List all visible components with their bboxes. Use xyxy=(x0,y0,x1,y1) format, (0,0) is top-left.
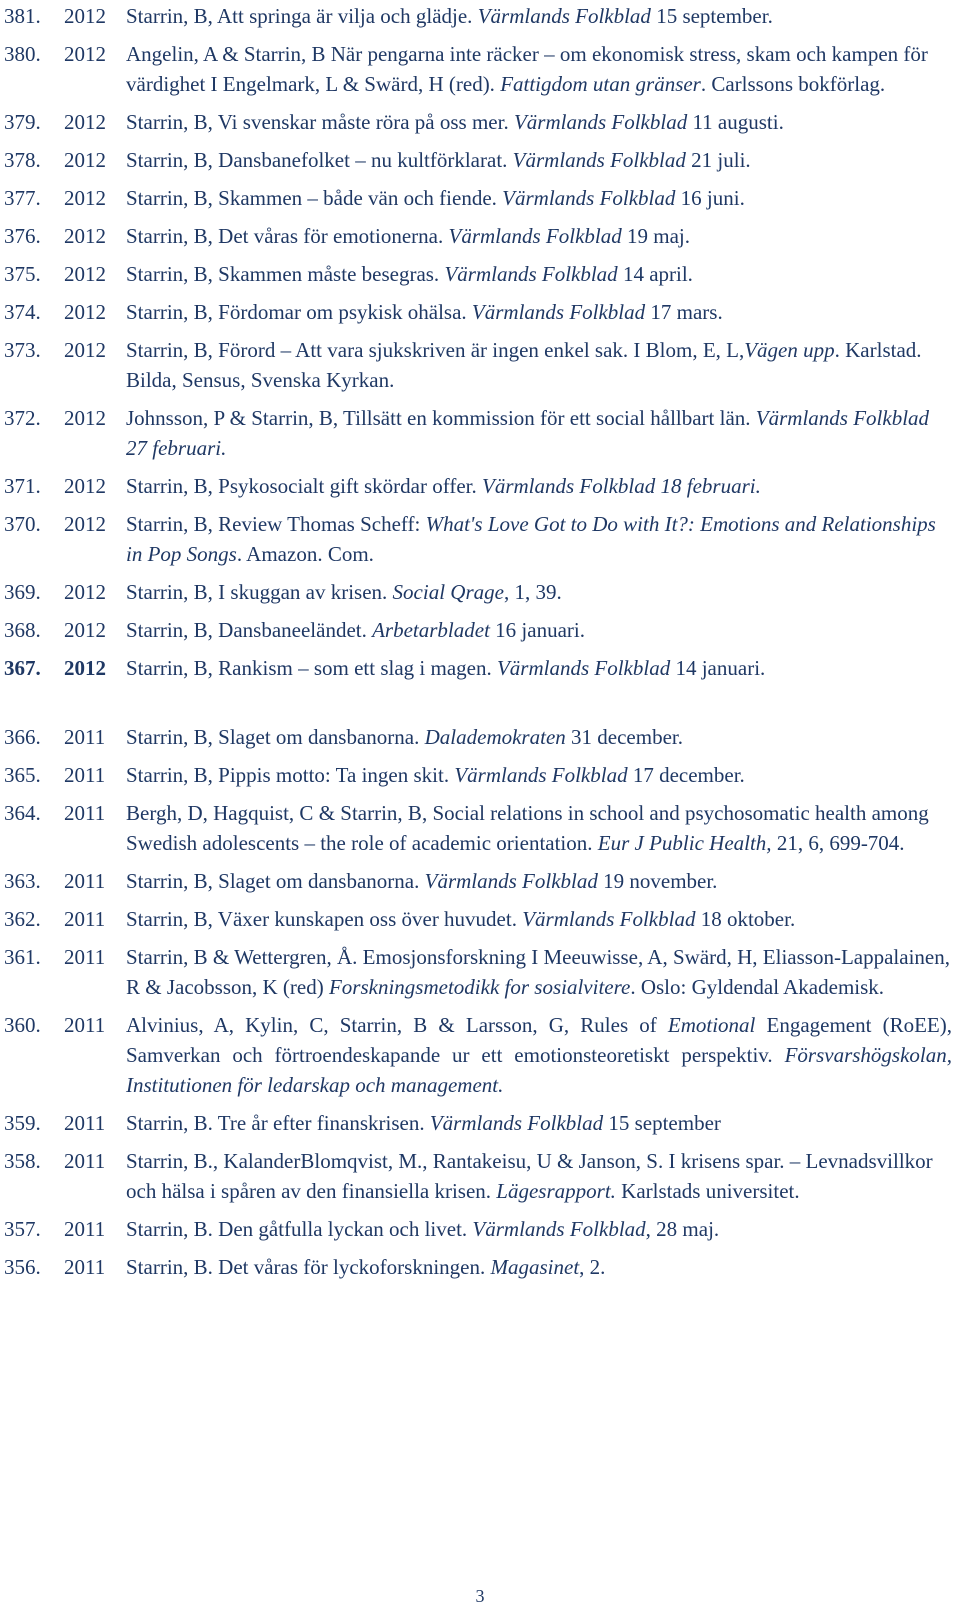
citation-text: 16 juni. xyxy=(675,186,745,210)
citation-title: Vägen upp xyxy=(744,338,835,362)
entry-number: 359. xyxy=(4,1111,41,1135)
entry-citation xyxy=(126,259,952,289)
entry-citation xyxy=(126,221,952,251)
citation-text: 14 januari. xyxy=(670,656,766,680)
citation-title: Värmlands Folkblad xyxy=(448,224,622,248)
citation-title: Värmlands Folkblad xyxy=(429,1111,604,1135)
citation-text: . Oslo: Gyldendal Akademisk. xyxy=(630,975,885,999)
entry-year: 2012 xyxy=(64,406,106,430)
publication-entry xyxy=(0,577,952,607)
citation-text: Starrin, B, Fördomar om psykisk ohälsa. xyxy=(126,300,472,324)
entry-citation xyxy=(126,904,952,934)
entry-year: 2012 xyxy=(64,148,106,172)
entry-citation xyxy=(126,107,952,137)
publication-entry xyxy=(0,259,952,289)
entry-number: 376. xyxy=(4,224,41,248)
citation-text: Starrin, B., KalanderBlomqvist, M., Rantakeisu, U & Janson, S. I krisens spar. – Levnadsvillkor och hälsa i spåren av den finansiella krisen. xyxy=(126,1149,933,1203)
entry-citation xyxy=(126,1010,952,1100)
publication-entry xyxy=(0,1010,952,1100)
entry-number: 365. xyxy=(4,763,41,787)
publication-entry xyxy=(0,1214,952,1244)
entry-number: 371. xyxy=(4,474,41,498)
entry-citation xyxy=(126,615,952,645)
citation-title: Värmlands Folkblad 18 februari. xyxy=(482,474,761,498)
citation-title: Värmlands Folkblad xyxy=(471,300,646,324)
entry-year: 2011 xyxy=(64,763,106,787)
citation-text: Starrin, B, Vi svenskar måste röra på oss mer. xyxy=(126,110,514,134)
citation-text: 17 mars. xyxy=(645,300,723,324)
entry-citation xyxy=(126,1146,952,1206)
citation-text: 31 december. xyxy=(565,725,683,749)
entry-number: 366. xyxy=(4,725,41,749)
citation-text: 16 januari. xyxy=(489,618,585,642)
citation-text: 21, 6, 699-704. xyxy=(771,831,905,855)
entry-number: 362. xyxy=(4,907,41,931)
citation-text: . Karlstad. Bilda, Sensus, Svenska Kyrkan. xyxy=(126,338,922,392)
citation-text: Starrin, B, Det våras för emotionerna. xyxy=(126,224,449,248)
citation-text: Starrin, B. Den gåtfulla lyckan och livet. xyxy=(126,1217,473,1241)
entry-year: 2012 xyxy=(64,186,106,210)
citation-title: Värmlands Folkblad xyxy=(496,656,671,680)
publication-entry xyxy=(0,1146,952,1206)
entry-citation xyxy=(126,471,952,501)
entry-year: 2011 xyxy=(64,869,106,893)
entry-number: 372. xyxy=(4,406,41,430)
citation-text: , 1, 39. xyxy=(503,580,562,604)
citation-text: . Amazon. Com. xyxy=(236,542,374,566)
citation-text: Starrin, B, Rankism – som ett slag i magen. xyxy=(126,656,497,680)
entry-year: 2012 xyxy=(64,42,106,66)
citation-text: , 28 maj. xyxy=(645,1217,720,1241)
citation-text: Karlstads universitet. xyxy=(615,1179,800,1203)
citation-text: . Carlssons bokförlag. xyxy=(700,72,886,96)
citation-text: 11 augusti. xyxy=(687,110,784,134)
citation-title: Arbetarbladet xyxy=(372,618,490,642)
citation-title: Värmlands Folkblad xyxy=(477,4,651,28)
citation-text: Engagement (RoEE), Samverkan och förtroendeskapande ur ett emotionsteoretiskt perspektiv. xyxy=(126,1013,952,1067)
entry-citation xyxy=(126,722,952,752)
citation-text: Starrin, B, Växer kunskapen oss över huvudet. xyxy=(126,907,523,931)
entry-year: 2011 xyxy=(64,1217,106,1241)
citation-text: Starrin, B, Slaget om dansbanorna. xyxy=(126,869,425,893)
citation-text: 15 september xyxy=(603,1111,721,1135)
entry-citation xyxy=(126,403,952,463)
citation-title: Magasinet xyxy=(490,1255,580,1279)
citation-text: Bergh, D, Hagquist, C & Starrin, B, Social relations in school and psychosomatic health among Swedish adolescents – the role of academic orientation. xyxy=(126,801,929,855)
entry-citation xyxy=(126,335,952,395)
publication-entry xyxy=(0,1108,952,1138)
citation-title: Värmlands Folkblad xyxy=(513,110,688,134)
publication-entry xyxy=(0,1,952,31)
entry-citation xyxy=(126,760,952,790)
entry-number: 361. xyxy=(4,945,41,969)
citation-text: Starrin, B, Dansbanefolket – nu kultförklarat. xyxy=(126,148,513,172)
citation-text: 17 december. xyxy=(627,763,745,787)
citation-title: Försvarshögskolan, Institutionen för ledarskap och management. xyxy=(126,1043,952,1097)
entry-number: 379. xyxy=(4,110,41,134)
entry-year: 2012 xyxy=(64,224,106,248)
entry-number: 380. xyxy=(4,42,41,66)
citation-text: Starrin, B, Skammen måste besegras. xyxy=(126,262,445,286)
citation-text: Alvinius, A, Kylin, C, Starrin, B & Larsson, G, Rules of xyxy=(126,1013,668,1037)
entry-number: 367. xyxy=(4,656,41,680)
publication-entry xyxy=(0,866,952,896)
citation-text: Angelin, A & Starrin, B När pengarna inte räcker – om ekonomisk stress, skam och kampen för värdighet I Engelmark, L & Swärd, H (red). xyxy=(126,42,928,96)
citation-title: Värmlands Folkblad xyxy=(454,763,628,787)
publication-entry xyxy=(0,39,952,99)
entry-citation xyxy=(126,183,952,213)
citation-title: Emotional xyxy=(667,1013,756,1037)
citation-title: Värmlands Folkblad xyxy=(472,1217,646,1241)
entry-citation xyxy=(126,39,952,99)
citation-text: Johnsson, P & Starrin, B, Tillsätt en kommission för ett social hållbart län. xyxy=(126,406,756,430)
entry-citation xyxy=(126,297,952,327)
entry-citation xyxy=(126,509,952,569)
citation-text: Starrin, B, Review Thomas Scheff: xyxy=(126,512,426,536)
citation-text: , 2. xyxy=(579,1255,606,1279)
entry-citation xyxy=(126,1252,952,1282)
entry-citation xyxy=(126,866,952,896)
entry-year: 2011 xyxy=(64,801,106,825)
publication-entry xyxy=(0,145,952,175)
entry-number: 381. xyxy=(4,4,41,28)
citation-title: Forskningsmetodikk for sosialvitere xyxy=(328,975,631,999)
publication-entry xyxy=(0,1252,952,1282)
citation-title: Dalademokraten xyxy=(424,725,566,749)
citation-text: 19 november. xyxy=(597,869,718,893)
entry-year: 2011 xyxy=(64,725,106,749)
publication-entry xyxy=(0,221,952,251)
citation-text: Starrin, B, Att springa är vilja och glädje. xyxy=(126,4,478,28)
entry-year: 2012 xyxy=(64,580,106,604)
entry-citation xyxy=(126,942,952,1002)
publication-entry xyxy=(0,403,952,463)
publication-entry xyxy=(0,615,952,645)
entry-year: 2012 xyxy=(64,618,106,642)
citation-text: Starrin, B. Tre år efter finanskrisen. xyxy=(126,1111,430,1135)
entry-number: 364. xyxy=(4,801,41,825)
citation-text: 14 april. xyxy=(617,262,693,286)
publication-entry xyxy=(0,760,952,790)
entry-year: 2012 xyxy=(64,338,106,362)
entry-year: 2011 xyxy=(64,1149,106,1173)
entry-year: 2011 xyxy=(64,1255,106,1279)
entry-number: 357. xyxy=(4,1217,41,1241)
citation-title: Fattigdom utan gränser xyxy=(500,72,701,96)
citation-text: 18 oktober. xyxy=(695,907,796,931)
citation-title: Eur J Public Health, xyxy=(597,831,772,855)
entry-citation xyxy=(126,145,952,175)
entry-citation xyxy=(126,1214,952,1244)
citation-text: 21 juli. xyxy=(685,148,751,172)
publication-entry xyxy=(0,798,952,858)
citation-text: Starrin, B, Förord – Att vara sjukskriven är ingen enkel sak. I Blom, E, L, xyxy=(126,338,745,362)
entry-year: 2012 xyxy=(64,656,106,680)
citation-text: Starrin, B, Pippis motto: Ta ingen skit. xyxy=(126,763,455,787)
publication-entry xyxy=(0,297,952,327)
entry-year: 2012 xyxy=(64,512,106,536)
entry-year: 2011 xyxy=(64,907,106,931)
citation-title: Värmlands Folkblad xyxy=(444,262,618,286)
entry-year: 2012 xyxy=(64,474,106,498)
publication-entry xyxy=(0,653,952,683)
citation-title: What's Love Got to Do with It?: Emotions and Relationships in Pop Songs xyxy=(126,512,936,566)
citation-title: Värmlands Folkblad xyxy=(502,186,676,210)
entry-year: 2012 xyxy=(64,110,106,134)
publication-entry xyxy=(0,509,952,569)
publication-entry xyxy=(0,335,952,395)
citation-text: Starrin, B, I skuggan av krisen. xyxy=(126,580,393,604)
entry-number: 370. xyxy=(4,512,41,536)
page-number: 3 xyxy=(475,1586,485,1606)
entry-citation xyxy=(126,798,952,858)
citation-text: 15 september. xyxy=(650,4,773,28)
publication-entry xyxy=(0,722,952,752)
publication-entry xyxy=(0,942,952,1002)
publication-entry xyxy=(0,183,952,213)
citation-title: Lägesrapport. xyxy=(496,1179,616,1203)
citation-text: Starrin, B, Skammen – både vän och fiende. xyxy=(126,186,503,210)
citation-title: Social Qrage xyxy=(392,580,504,604)
citation-text: Starrin, B, Dansbaneeländet. xyxy=(126,618,373,642)
entry-number: 374. xyxy=(4,300,41,324)
publication-list xyxy=(0,1,952,1290)
entry-number: 363. xyxy=(4,869,41,893)
entry-year: 2011 xyxy=(64,1013,106,1037)
publication-entry xyxy=(0,904,952,934)
entry-citation xyxy=(126,653,952,683)
entry-number: 358. xyxy=(4,1149,41,1173)
citation-title: Värmlands Folkblad xyxy=(512,148,686,172)
entry-citation xyxy=(126,1108,952,1138)
publication-entry xyxy=(0,471,952,501)
entry-number: 375. xyxy=(4,262,41,286)
entry-citation xyxy=(126,1,952,31)
citation-title: Värmlands Folkblad xyxy=(424,869,598,893)
publication-entry xyxy=(0,107,952,137)
entry-year: 2011 xyxy=(64,1111,106,1135)
citation-text: Starrin, B. Det våras för lyckoforskningen. xyxy=(126,1255,491,1279)
entry-year: 2012 xyxy=(64,300,106,324)
entry-year: 2012 xyxy=(64,262,106,286)
entry-number: 377. xyxy=(4,186,41,210)
entry-citation xyxy=(126,577,952,607)
citation-title: Värmlands Folkblad xyxy=(522,907,696,931)
entry-number: 360. xyxy=(4,1013,41,1037)
citation-title: Värmlands Folkblad 27 februari. xyxy=(126,406,930,460)
citation-text: 19 maj. xyxy=(621,224,690,248)
entry-number: 369. xyxy=(4,580,41,604)
entry-year: 2011 xyxy=(64,945,106,969)
entry-number: 368. xyxy=(4,618,41,642)
entry-number: 378. xyxy=(4,148,41,172)
citation-text: Starrin, B & Wettergren, Å. Emosjonsforskning I Meeuwisse, A, Swärd, H, Eliasson-Lappalainen, R & Jacobsson, K (red) xyxy=(126,945,950,999)
citation-text: Starrin, B, Slaget om dansbanorna. xyxy=(126,725,425,749)
entry-number: 356. xyxy=(4,1255,41,1279)
entry-year: 2012 xyxy=(64,4,106,28)
entry-number: 373. xyxy=(4,338,41,362)
citation-text: Starrin, B, Psykosocialt gift skördar offer. xyxy=(126,474,482,498)
